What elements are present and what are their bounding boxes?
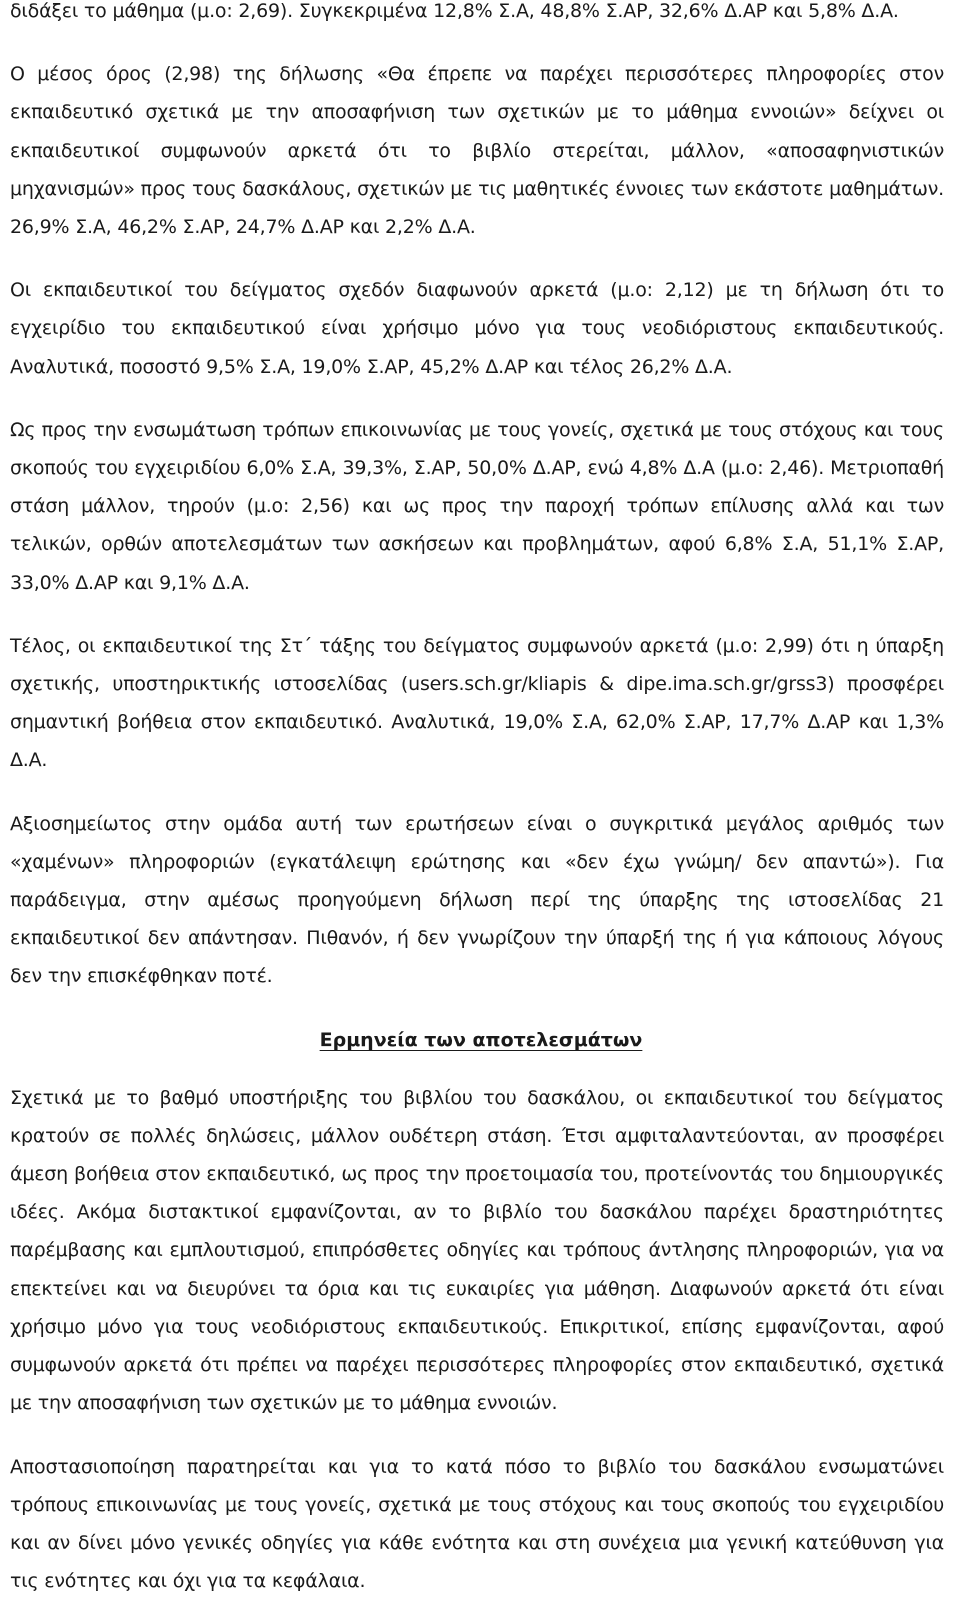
paragraph-clarification-concepts: Ο μέσος όρος (2,98) της δήλωσης «Θα έπρεπε να παρέχει περισσότερες πληροφορίες στον εκπαιδευτικό σχετικά με την αποσαφήνιση των σχετικών με το μάθημα εννοιών» δείχνει οι εκπαιδευτικοί συμφωνούν αρκετά ότι το βιβλίο στερείται, μάλλον, «αποσαφηνιστικών μηχανισμών» προς τους δασκάλους, σχετικών με τις μαθητικές έννοιες των εκάστοτε μαθημάτων. 26,9% Σ.Α, 46,2% Σ.ΑΡ, 24,7% Δ.ΑΡ και 2,2% Δ.Α. (10, 55, 944, 246)
paragraph-lost-information: Αξιοσημείωτος στην ομάδα αυτή των ερωτήσεων είναι ο συγκριτικά μεγάλος αριθμός των «χαμένων» πληροφοριών (εγκατάλειψη ερώτησης και «δεν έχω γνώμη/ δεν απαντώ»). Για παράδειγμα, στην αμέσως προηγούμενη δήλωση περί της ύπαρξης της ιστοσελίδας 21 εκπαιδευτικοί δεν απάντησαν. Πιθανόν, ή δεν γνωρίζουν την ύπαρξή της ή για κάποιους λόγους δεν την επισκέφθηκαν ποτέ. (10, 805, 944, 996)
paragraph-support-website: Τέλος, οι εκπαιδευτικοί της Στ΄ τάξης του δείγματος συμφωνούν αρκετά (μ.ο: 2,99) ότι η ύπαρξη σχετικής, υποστηρικτικής ιστοσελίδας (users.sch.gr/kliapis & dipe.ima.sch.gr/grss3) προσφέρει σημαντική βοήθεια στον εκπαιδευτικό. Αναλυτικά, 19,0% Σ.Α, 62,0% Σ.ΑΡ, 17,7% Δ.ΑΡ και 1,3% Δ.Α. (10, 627, 944, 780)
paragraph-detachment: Αποστασιοποίηση παρατηρείται και για το κατά πόσο το βιβλίο του δασκάλου ενσωματώνει τρόπους επικοινωνίας με τους γονείς, σχετικά με τους στόχους και τους σκοπούς του εγχειριδίου και αν δίνει μόνο γενικές οδηγίες για κάθε ενότητα και στη συνέχεια μια γενική κατεύθυνση για τις ενότητες και όχι για τα κεφάλαια. (10, 1448, 944, 1600)
section-heading: Ερμηνεία των αποτελεσμάτων (10, 1021, 944, 1059)
paragraph-parents-communication: Ως προς την ενσωμάτωση τρόπων επικοινωνίας με τους γονείς, σχετικά με τους στόχους και τους σκοπούς του εγχειριδίου 6,0% Σ.Α, 39,3%, Σ.ΑΡ, 50,0% Δ.ΑΡ, ενώ 4,8% Δ.Α (μ.ο: 2,46). Μετριοπαθή στάση μάλλον, τηρούν (μ.ο: 2,56) και ως προς την παροχή τρόπων επίλυσης αλλά και των τελικών, ορθών αποτελεσμάτων των ασκήσεων και προβλημάτων, αφού 6,8% Σ.Α, 51,1% Σ.ΑΡ, 33,0% Δ.ΑΡ και 9,1% Δ.Α. (10, 411, 944, 602)
paragraph-interpretation: Σχετικά με το βαθμό υποστήριξης του βιβλίου του δασκάλου, οι εκπαιδευτικοί του δείγματος κρατούν σε πολλές δηλώσεις, μάλλον ουδέτερη στάση. Έτσι αμφιταλαντεύονται, αν προσφέρει άμεση βοήθεια στον εκπαιδευτικό, ως προς την προετοιμασία του, προτείνοντάς του δημιουργικές ιδέες. Ακόμα διστακτικοί εμφανίζονται, αν το βιβλίο του δασκάλου παρέχει δραστηριότητες παρέμβασης και εμπλουτισμού, επιπρόσθετες οδηγίες και τρόπους άντλησης πληροφοριών, για να επεκτείνει και να διευρύνει τα όρια και τις ευκαιρίες για μάθηση. Διαφωνούν αρκετά ότι είναι χρήσιμο μόνο για τους νεοδιόριστους εκπαιδευτικούς. Επικριτικοί, επίσης εμφανίζονται, αφού συμφωνούν αρκετά ότι πρέπει να παρέχει περισσότερες πληροφορίες στον εκπαιδευτικό, σχετικά με την αποσαφήνιση των σχετικών με το μάθημα εννοιών. (10, 1079, 944, 1423)
paragraph-new-teachers: Οι εκπαιδευτικοί του δείγματος σχεδόν διαφωνούν αρκετά (μ.ο: 2,12) με τη δήλωση ότι το εγχειρίδιο του εκπαιδευτικού είναι χρήσιμο μόνο για τους νεοδιόριστους εκπαιδευτικούς. Αναλυτικά, ποσοστό 9,5% Σ.Α, 19,0% Σ.ΑΡ, 45,2% Δ.ΑΡ και τέλος 26,2% Δ.Α. (10, 271, 944, 386)
paragraph-continuation: διδάξει το μάθημα (μ.ο: 2,69). Συγκεκριμένα 12,8% Σ.Α, 48,8% Σ.ΑΡ, 32,6% Δ.ΑΡ και 5,8% Δ.Α. (10, 0, 944, 30)
